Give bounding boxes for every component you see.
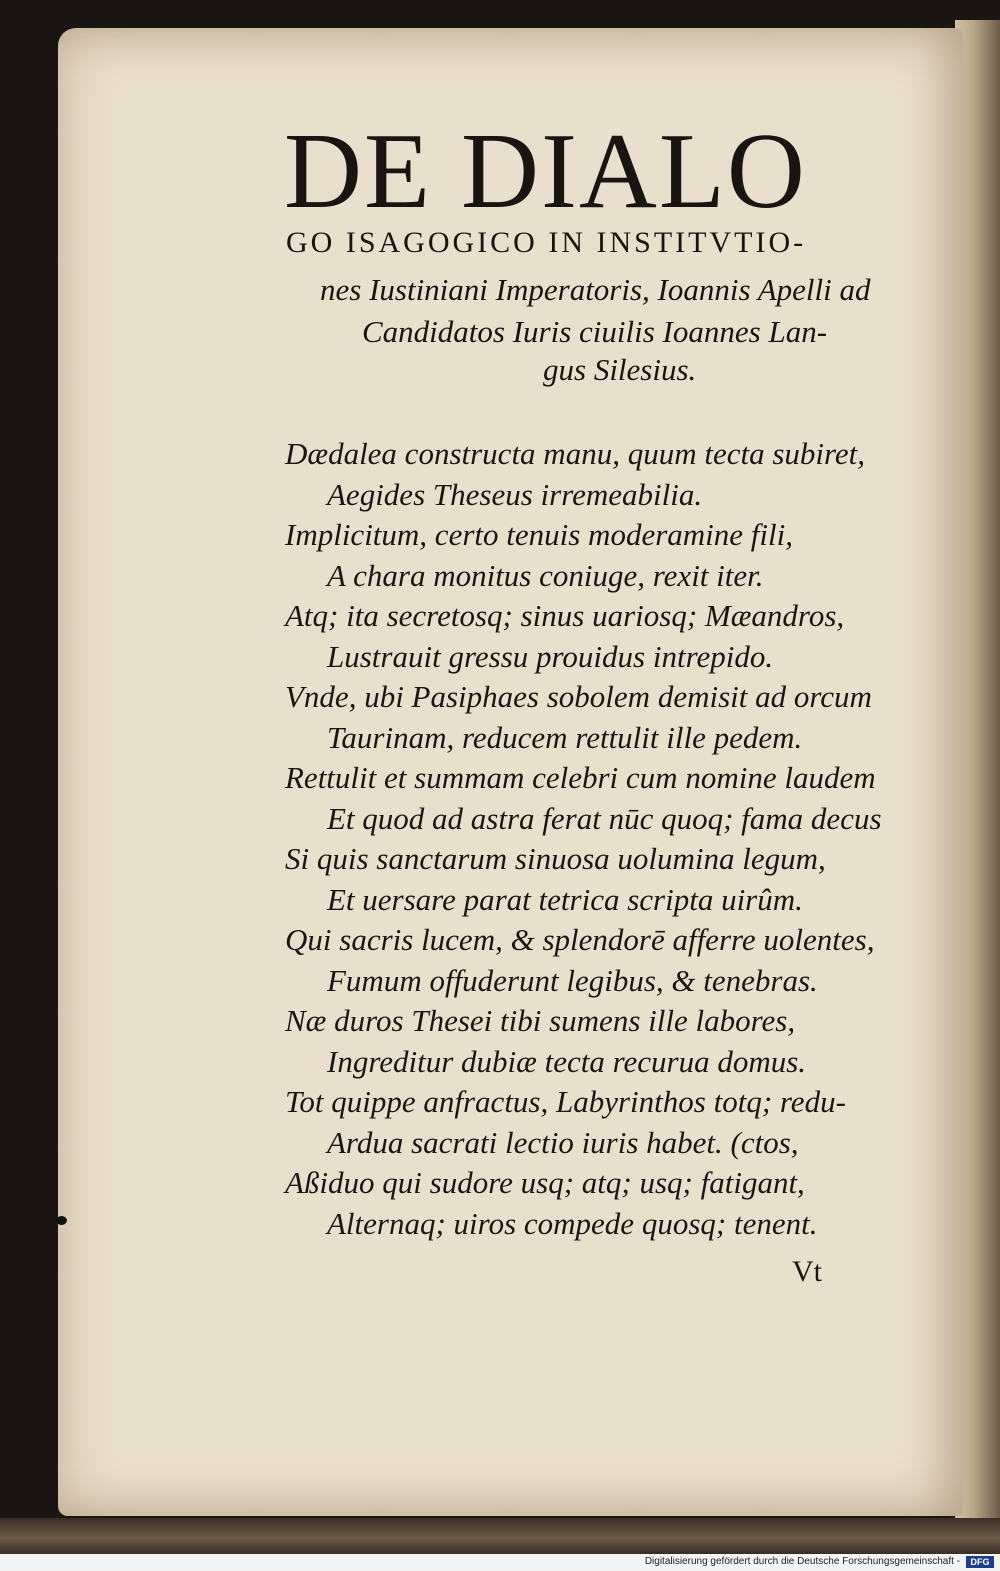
verse-line: Lustrauit gressu prouidus intrepido.	[327, 639, 774, 674]
verse-line: Si quis sanctarum sinuosa uolumina legum,	[285, 841, 826, 876]
verse-line: Tot quippe anfractus, Labyrinthos totq; redu-	[285, 1084, 846, 1119]
verse-line: Et uersare parat tetrica scripta uirûm.	[327, 882, 803, 917]
page-title: DE DIALO	[284, 112, 807, 231]
verse-line: Implicitum, certo tenuis moderamine fili,	[285, 517, 793, 552]
heading-line-3: Candidatos Iuris ciuilis Ioannes Lan-	[362, 314, 828, 349]
heading-line-4: gus Silesius.	[543, 352, 697, 387]
verse-line: Atq; ita secretosq; sinus uariosq; Mæandros,	[285, 598, 845, 633]
verse-line: Dædalea constructa manu, quum tecta subiret,	[285, 436, 866, 471]
verse-line: A chara monitus coniuge, rexit iter.	[327, 558, 764, 593]
verse-line: Et quod ad astra ferat nūc quoq; fama decus	[327, 801, 882, 836]
verse-line: Alternaq; uiros compede quosq; tenent.	[327, 1206, 818, 1241]
catchword: Vt	[792, 1255, 822, 1288]
verse-line: Ingreditur dubiæ tecta recurua domus.	[327, 1044, 807, 1079]
ink-mark	[56, 1216, 67, 1225]
book-edge-bottom	[0, 1518, 1000, 1558]
verse-line: Vnde, ubi Pasiphaes sobolem demisit ad orcum	[285, 679, 872, 714]
verse-line: Næ duros Thesei tibi sumens ille labores,	[285, 1003, 796, 1038]
verse-line: Rettulit et summam celebri cum nomine laudem	[285, 760, 876, 795]
heading-line-1: GO ISAGOGICO IN INSTITVTIO-	[286, 226, 807, 259]
verse-line: Aegides Theseus irremeabilia.	[327, 477, 703, 512]
verse-line: Aßiduo qui sudore usq; atq; usq; fatigant,	[285, 1165, 805, 1200]
heading-line-2: nes Iustiniani Imperatoris, Ioannis Apelli ad	[320, 272, 871, 307]
verse-line: Ardua sacrati lectio iuris habet. (ctos,	[327, 1125, 799, 1160]
footer-credit: Digitalisierung gefördert durch die Deutsche Forschungsgemeinschaft -	[644, 1556, 960, 1567]
verse-line: Fumum offuderunt legibus, & tenebras.	[327, 963, 818, 998]
dfg-logo: DFG	[966, 1556, 994, 1568]
verse-line: Taurinam, reducem rettulit ille pedem.	[327, 720, 803, 755]
verse-line: Qui sacris lucem, & splendorē afferre uolentes,	[285, 922, 875, 957]
